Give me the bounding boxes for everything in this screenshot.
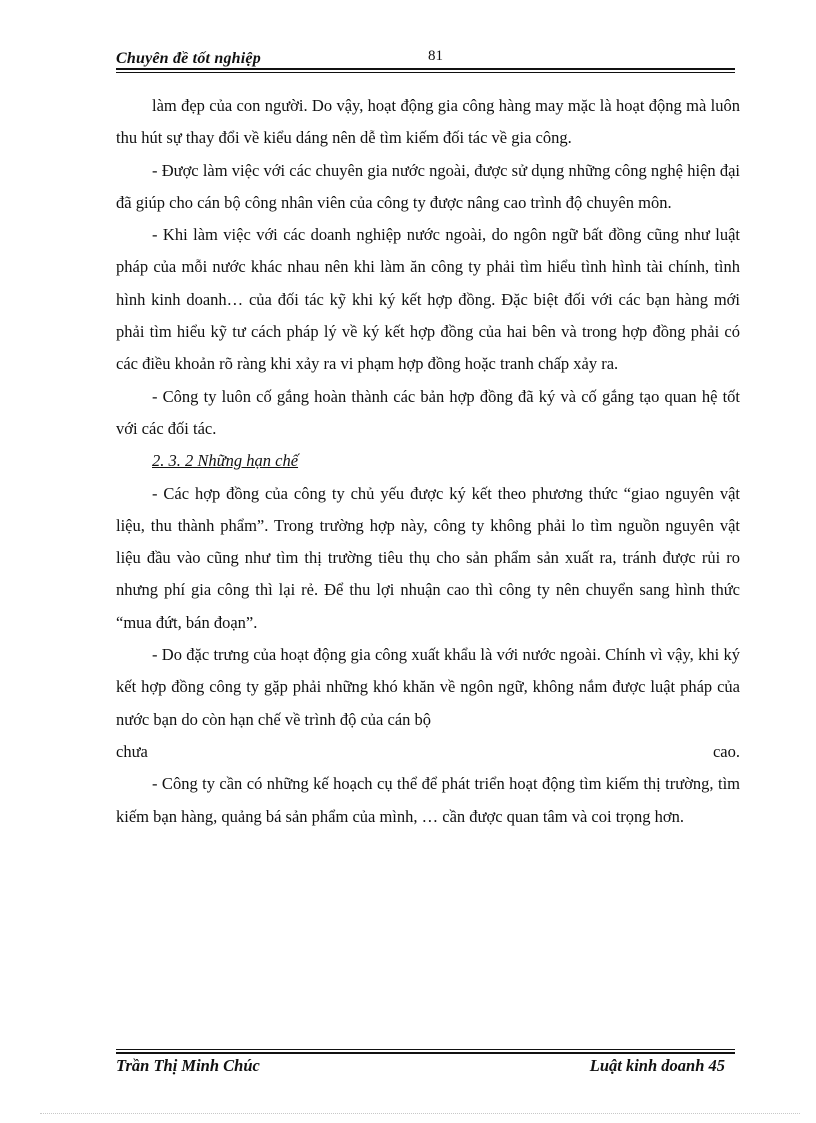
page-header xyxy=(116,46,735,76)
footer-author: Trần Thị Minh Chúc xyxy=(116,1056,260,1075)
header-rule-thick xyxy=(116,68,735,70)
paragraph-3: - Khi làm việc với các doanh nghiệp nước ngoài, do ngôn ngữ bất đồng cũng như luật pháp của mỗi nước khác nhau nên khi làm ăn công ty phải tìm hiểu tình hình tài chính, tình hình kinh doanh… của đối tác kỹ khi ký kết hợp đồng. Đặc biệt đối với các bạn hàng mới phải tìm hiểu kỹ tư cách pháp lý về ký kết hợp đồng của hai bên và trong hợp đồng phải có các điều khoản rõ ràng khi xảy ra vi phạm hợp đồng hoặc tranh chấp xảy ra. xyxy=(116,225,740,374)
footer-course: Luật kinh doanh 45 xyxy=(589,1056,725,1075)
paragraph-6-tail xyxy=(116,736,740,768)
paragraph-7: - Công ty cần có những kế hoạch cụ thể để phát triển hoạt động tìm kiếm thị trường, tìm kiếm bạn hàng, quảng bá sản phẩm của mình, … cần được quan tâm và coi trọng hơn. xyxy=(116,774,740,826)
document-body xyxy=(116,90,740,833)
paragraph-4: - Công ty luôn cố gắng hoàn thành các bản hợp đồng đã ký và cố gắng tạo quan hệ tốt với các đối tác. xyxy=(116,386,740,438)
footer-rule-thin xyxy=(116,1049,735,1050)
paragraph-2: - Được làm việc với các chuyên gia nước ngoài, được sử dụng những công nghệ hiện đại đã giúp cho cán bộ công nhân viên của công ty được nâng cao trình độ chuyên môn. xyxy=(116,160,740,212)
footer-rule-thick xyxy=(116,1052,735,1054)
header-title: Chuyên đề tốt nghiệp xyxy=(116,50,261,67)
section-heading: 2. 3. 2 Những hạn chế xyxy=(152,451,299,471)
header-rule-thin xyxy=(116,72,735,73)
paragraph-1: làm đẹp của con người. Do vậy, hoạt động gia công hàng may mặc là hoạt động mà luôn thu hút sự thay đổi về kiểu dáng nên dễ tìm kiếm đối tác về gia công. xyxy=(116,96,740,148)
page-footer xyxy=(116,1049,735,1089)
paragraph-6-tail-right: cao. xyxy=(712,741,740,761)
page-number: 81 xyxy=(428,48,443,64)
paragraph-6-tail-left: chưa xyxy=(116,741,148,761)
paragraph-5: - Các hợp đồng của công ty chủ yếu được ký kết theo phương thức “giao nguyên vật liệu, thu thành phẩm”. Trong trường hợp này, công ty không phải lo tìm nguồn nguyên vật liệu đầu vào cũng như tìm thị trường tiêu thụ cho sản phẩm sản xuất ra, tránh được rủi ro nhưng phí gia công thì lại rẻ. Để thu lợi nhuận cao thì công ty nên chuyển sang hình thức “mua đứt, bán đoạn”. xyxy=(116,483,740,632)
paragraph-6: - Do đặc trưng của hoạt động gia công xuất khẩu là với nước ngoài. Chính vì vậy, khi ký kết hợp đồng công ty gặp phải những khó khăn về ngôn ngữ, không nắm được luật pháp của nước bạn do còn hạn chế về trình độ của cán bộ xyxy=(116,645,740,729)
page-edge-dotted-line xyxy=(40,1113,800,1114)
